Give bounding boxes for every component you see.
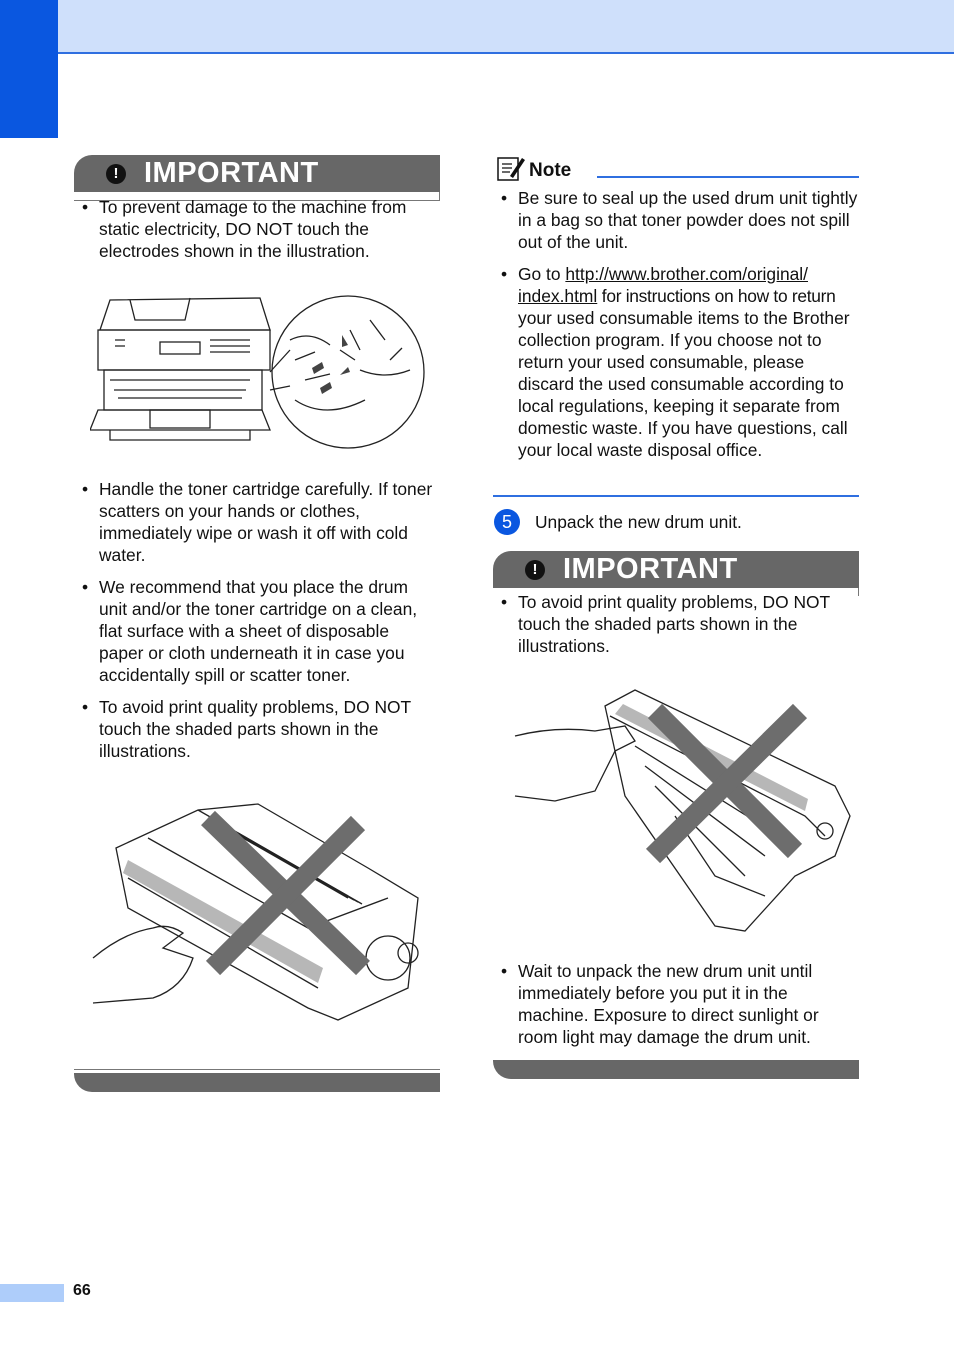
important-rule-tick <box>439 192 440 200</box>
chapter-tab <box>0 0 58 138</box>
header-band <box>58 0 954 54</box>
list-item: • To prevent damage to the machine from static electricity, DO NOT touch the electrodes shown in the illustration. <box>82 197 407 261</box>
brother-url-link[interactable]: http://www.brother.com/original/ <box>565 264 808 284</box>
step-number: 5 <box>494 509 520 535</box>
printer-electrodes-illustration <box>90 290 430 460</box>
section-end-bar <box>74 1073 440 1092</box>
section-end-bar <box>493 1060 859 1079</box>
drum-unit-illustration <box>505 686 855 941</box>
page-number: 66 <box>73 1282 91 1299</box>
footer-band <box>0 1284 64 1302</box>
warning-icon: ! <box>106 164 126 184</box>
note-top-rule <box>597 176 859 178</box>
note-pencil-icon <box>496 154 526 182</box>
warning-icon: ! <box>525 560 545 580</box>
important-header-left <box>74 155 440 192</box>
important-title: IMPORTANT <box>144 157 319 189</box>
note-bottom-rule <box>493 495 859 497</box>
note-title: Note <box>529 160 572 181</box>
brother-url-link-cont[interactable]: index.html <box>518 286 598 306</box>
section-end-rule <box>74 1069 440 1070</box>
toner-cartridge-illustration <box>88 798 433 1028</box>
important-title: IMPORTANT <box>563 553 738 585</box>
important-header-right <box>493 551 859 588</box>
step-text: Unpack the new drum unit. <box>535 512 742 532</box>
